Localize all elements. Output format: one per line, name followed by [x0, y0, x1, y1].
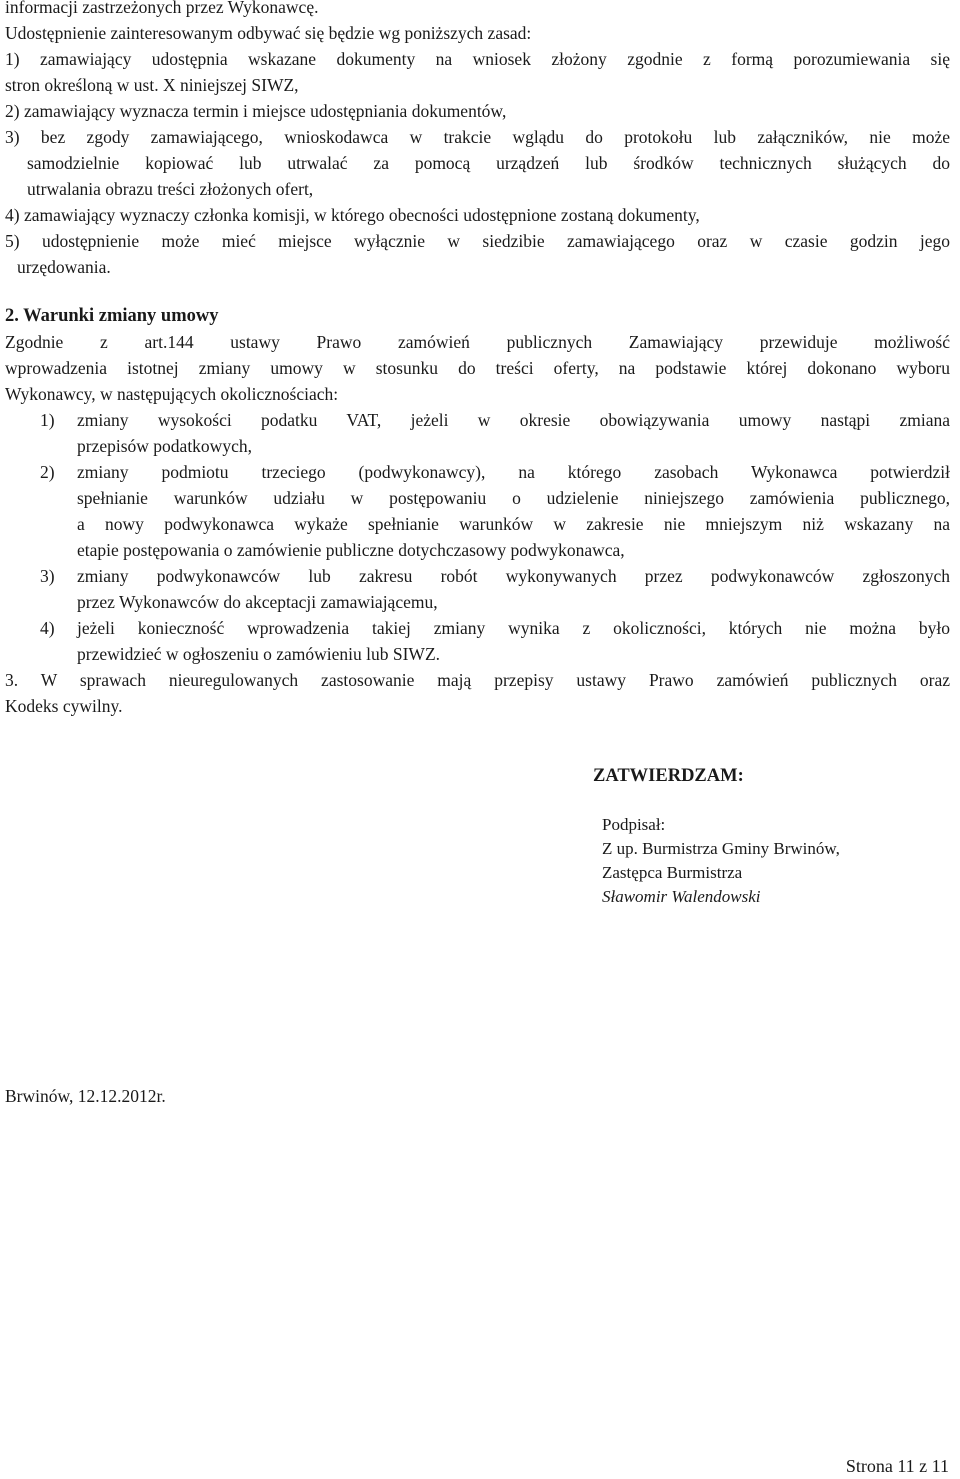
text-line: spełnianie warunków udziału w postępowaniu o udzielenie niniejszego zamówienia publicznego, [77, 488, 950, 508]
text-line: zmiany wysokości podatku VAT, jeżeli w okresie obowiązywania umowy nastąpi zmiana [77, 410, 950, 430]
text-line: zmiany podmiotu trzeciego (podwykonawcy), na którego zasobach Wykonawca potwierdził [77, 462, 950, 482]
text-line: etapie postępowania o zamówienie publiczne dotychczasowy podwykonawca, [77, 540, 625, 560]
signature-line: Zastępca Burmistrza [602, 863, 743, 882]
text-line: 1) zamawiający udostępnia wskazane dokumenty na wniosek złożony zgodnie z formą porozumiewania się [5, 49, 950, 69]
text-line: urzędowania. [17, 257, 111, 277]
list-number: 2) [40, 462, 55, 482]
text-line: 3) bez zgody zamawiającego, wnioskodawca w trakcie wglądu do protokołu lub załączników, nie może [5, 127, 950, 147]
signatory-name: Sławomir Walendowski [602, 887, 761, 906]
text-line: jeżeli konieczność wprowadzenia takiej zmiany wynika z okoliczności, których nie można było [77, 618, 950, 638]
text-line: 2) zamawiający wyznacza termin i miejsce udostępniania dokumentów, [5, 101, 507, 121]
signature-block [602, 813, 840, 909]
text-line: Kodeks cywilny. [5, 696, 123, 716]
list-item [5, 407, 950, 459]
list-item [5, 615, 950, 667]
signed-label: Podpisał: [602, 815, 666, 834]
text-line: 4) zamawiający wyznaczy członka komisji, w którego obecności udostępnione zostaną dokumenty, [5, 205, 700, 225]
list-number: 3) [40, 566, 55, 586]
text-line: 5) udostępnienie może mieć miejsce wyłącznie w siedzibie zamawiającego oraz w czasie godzin jego [5, 231, 950, 251]
page-number: Strona 11 z 11 [845, 1456, 949, 1476]
text-line: przepisów podatkowych, [77, 436, 252, 456]
list-number: 1) [40, 410, 55, 430]
text-line: Udostępnienie zainteresowanym odbywać się będzie wg poniższych zasad: [5, 23, 532, 43]
text-line: stron określoną w ust. X niniejszej SIWZ, [5, 75, 299, 95]
text-line: utrwalania obrazu treści złożonych ofert, [27, 179, 314, 199]
text-line: informacji zastrzeżonych przez Wykonawcę. [5, 0, 319, 17]
document-date: Brwinów, 12.12.2012r. [5, 1086, 166, 1106]
approval-heading: ZATWIERDZAM: [593, 766, 744, 786]
list-item [5, 459, 950, 563]
text-line: przewidzieć w ogłoszeniu o zamówieniu lub SIWZ. [77, 644, 441, 664]
list-number: 4) [40, 618, 55, 638]
text-line: Wykonawcy, w następujących okolicznościach: [5, 384, 339, 404]
text-line: Zgodnie z art.144 ustawy Prawo zamówień publicznych Zamawiający przewiduje możliwość [5, 332, 950, 352]
text-line: 3. W sprawach nieuregulowanych zastosowanie mają przepisy ustawy Prawo zamówień publicznych oraz [5, 670, 950, 690]
text-line: przez Wykonawców do akceptacji zamawiającemu, [77, 592, 438, 612]
text-line: wprowadzenia istotnej zmiany umowy w stosunku do treści oferty, na podstawie której dokonano wyboru [5, 358, 950, 378]
list-item [5, 563, 950, 615]
disclosure-rules [5, 0, 950, 280]
signature-line: Z up. Burmistrza Gminy Brwinów, [602, 839, 840, 858]
section-heading: 2. Warunki zmiany umowy [5, 306, 219, 326]
text-line: samodzielnie kopiować lub utrwalać za pomocą urządzeń lub środków technicznych służących do [27, 153, 950, 173]
text-line: a nowy podwykonawca wykaże spełnianie warunków w zakresie nie mniejszym niż wskazany na [77, 514, 950, 534]
section-contract-changes [5, 303, 950, 719]
text-line: zmiany podwykonawców lub zakresu robót wykonywanych przez podwykonawców zgłoszonych [77, 566, 950, 586]
